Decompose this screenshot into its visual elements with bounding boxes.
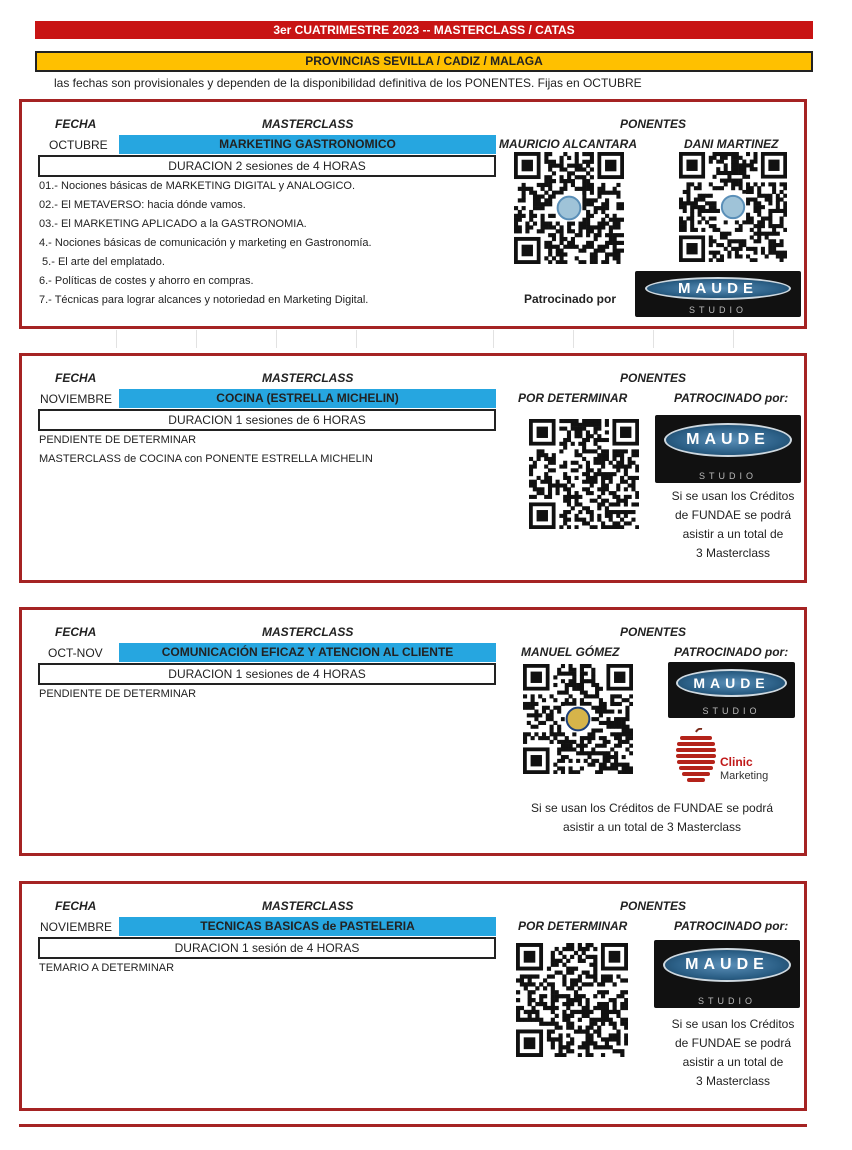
fundae-line: 3 Masterclass	[695, 546, 771, 560]
maude-studio-logo	[635, 271, 801, 317]
masterclass-label: MASTERCLASS	[262, 371, 354, 385]
logo-text: MAUDE	[676, 669, 788, 697]
apple-icon	[672, 728, 720, 788]
topic-line: 4.- Nociones básicas de comunicación y marketing en Gastronomía.	[39, 237, 372, 249]
page-title-bar: 3er CUATRIMESTRE 2023 -- MASTERCLASS / CATAS	[35, 21, 813, 39]
maude-studio-logo	[654, 940, 800, 1008]
topic-line: 7.- Técnicas para lograr alcances y notoriedad en Marketing Digital.	[39, 294, 369, 306]
masterclass-section-1	[19, 99, 807, 329]
session-date: OCT-NOV	[48, 646, 103, 660]
topic-line: 03.- El MARKETING APLICADO a la GASTRONOMIA.	[39, 218, 307, 230]
session-date: NOVIEMBRE	[40, 392, 113, 406]
qr-code[interactable]	[514, 152, 624, 264]
duration-box: DURACION 1 sesión de 4 HORAS	[38, 937, 496, 959]
topic-line: 02.- El METAVERSO: hacia dónde vamos.	[39, 199, 246, 211]
duration-box: DURACION 1 sesiones de 4 HORAS	[38, 663, 496, 685]
logo-subtext: STUDIO	[697, 996, 756, 1006]
qr-code[interactable]	[523, 664, 633, 774]
ponentes-label: PONENTES	[620, 625, 687, 639]
fecha-label: FECHA	[55, 371, 97, 385]
spreadsheet-gridlines	[19, 330, 807, 348]
fecha-label: FECHA	[55, 625, 97, 639]
masterclass-title: COMUNICACIÓN EFICAZ Y ATENCION AL CLIENTE	[119, 643, 496, 662]
sponsor-label: Patrocinado por	[524, 292, 617, 306]
fundae-line: Si se usan los Créditos	[671, 1017, 795, 1031]
masterclass-title: TECNICAS BASICAS de PASTELERIA	[119, 917, 496, 936]
qr-code[interactable]	[516, 943, 628, 1057]
ponentes-label: PONENTES	[620, 899, 687, 913]
maude-studio-logo	[655, 415, 801, 483]
speaker-name: POR DETERMINAR	[518, 919, 628, 933]
fundae-line: Si se usan los Créditos	[671, 489, 795, 503]
dates-note: las fechas son provisionales y dependen de la disponibilidad definitiva de los PONENTES. Fijas en OCTUBRE	[54, 76, 642, 90]
ponentes-label: PONENTES	[620, 117, 687, 131]
clinic-text: Clinic	[720, 755, 753, 769]
fundae-note	[658, 1015, 808, 1091]
fundae-line: Si se usan los Créditos de FUNDAE se podrá	[530, 801, 774, 815]
masterclass-label: MASTERCLASS	[262, 625, 354, 639]
bottom-divider	[19, 1124, 807, 1127]
speaker-name: DANI MARTINEZ	[684, 137, 779, 151]
qr-code[interactable]	[529, 419, 639, 529]
masterclass-section-3	[19, 607, 807, 856]
fundae-line: asistir a un total de	[682, 527, 784, 541]
logo-subtext: STUDIO	[698, 471, 757, 481]
masterclass-title: COCINA (ESTRELLA MICHELIN)	[119, 389, 496, 408]
sponsor-label: PATROCINADO por:	[674, 391, 789, 405]
topic-line: TEMARIO A DETERMINAR	[39, 962, 175, 974]
masterclass-label: MASTERCLASS	[262, 899, 354, 913]
fundae-line: de FUNDAE se podrá	[674, 508, 792, 522]
topic-line: 5.- El arte del emplatado.	[39, 256, 165, 268]
marketing-text: Marketing	[720, 770, 769, 782]
logo-subtext: STUDIO	[688, 305, 747, 315]
session-date: OCTUBRE	[49, 138, 108, 152]
maude-studio-logo	[668, 662, 795, 718]
fundae-note	[502, 799, 802, 837]
topic-line: MASTERCLASS de COCINA con PONENTE ESTRELLA MICHELIN	[39, 453, 373, 465]
fundae-line: de FUNDAE se podrá	[674, 1036, 792, 1050]
fundae-line: 3 Masterclass	[695, 1074, 771, 1088]
duration-box: DURACION 1 sesiones de 6 HORAS	[38, 409, 496, 431]
topic-line: 6.- Políticas de costes y ahorro en compras.	[39, 275, 254, 287]
masterclass-section-4	[19, 881, 807, 1111]
logo-text: MAUDE	[663, 948, 791, 982]
ponentes-label: PONENTES	[620, 371, 687, 385]
provinces-bar: PROVINCIAS SEVILLA / CADIZ / MALAGA	[35, 51, 813, 72]
speaker-name: POR DETERMINAR	[518, 391, 628, 405]
sponsor-label: PATROCINADO por:	[674, 645, 789, 659]
clinic-marketing-logo	[672, 728, 787, 790]
fundae-line: asistir a un total de	[682, 1055, 784, 1069]
session-date: NOVIEMBRE	[40, 920, 113, 934]
speaker-name: MAURICIO ALCANTARA	[499, 137, 637, 151]
speaker-name: MANUEL GÓMEZ	[521, 645, 620, 659]
logo-text: MAUDE	[664, 423, 792, 457]
fundae-line: asistir a un total de 3 Masterclass	[562, 820, 742, 834]
fecha-label: FECHA	[55, 899, 97, 913]
logo-subtext: STUDIO	[702, 706, 761, 716]
masterclass-section-2	[19, 353, 807, 583]
topic-line: 01.- Nociones básicas de MARKETING DIGITAL y ANALOGICO.	[39, 180, 356, 192]
topic-line: PENDIENTE DE DETERMINAR	[39, 434, 197, 446]
masterclass-label: MASTERCLASS	[262, 117, 354, 131]
fundae-note	[658, 487, 808, 563]
duration-box: DURACION 2 sesiones de 4 HORAS	[38, 155, 496, 177]
masterclass-title: MARKETING GASTRONOMICO	[119, 135, 496, 154]
logo-text: MAUDE	[645, 277, 791, 300]
sponsor-label: PATROCINADO por:	[674, 919, 789, 933]
qr-code[interactable]	[679, 152, 787, 262]
fecha-label: FECHA	[55, 117, 97, 131]
topic-line: PENDIENTE DE DETERMINAR	[39, 688, 197, 700]
